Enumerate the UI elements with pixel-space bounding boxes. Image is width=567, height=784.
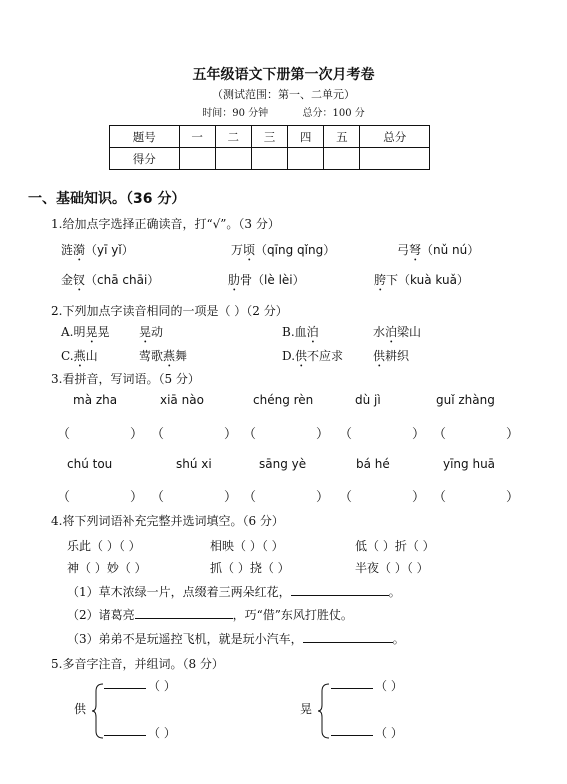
q1-item: 金钗（chā chāi） [61,273,160,287]
answer-box[interactable]: （ ） [57,490,144,505]
section-1-heading: 一、基础知识。（36 分） [28,191,186,207]
answer-box[interactable]: （ ） [243,427,330,442]
pinyin-prompt: chéng rèn [253,393,314,407]
idiom-fill[interactable]: 相映（ ）（ ） [210,539,284,553]
pinyin-prompt: chú tou [67,457,113,471]
idiom-fill[interactable]: 低（ ）折（ ） [355,539,435,553]
score-input-cell[interactable] [360,148,430,170]
exam-time: 时间：90 分钟 [202,108,269,119]
q2-option-a[interactable]: A.明晃晃 [61,325,110,339]
fill-blank[interactable] [135,606,233,619]
brace-icon [318,683,330,739]
score-cell: 得分 [110,148,180,170]
q1-item: 涟漪（yī yǐ） [61,243,134,257]
idiom-fill[interactable]: 半夜（ ）（ ） [355,561,429,575]
pinyin-prompt: yīng huā [443,457,496,471]
score-cell: 二 [215,126,251,148]
score-table-header-row [110,126,430,148]
score-cell: 四 [288,126,324,148]
pinyin-prompt: shú xi [176,457,212,471]
word-blank[interactable]: （ ） [375,679,403,693]
answer-box[interactable]: （ ） [151,490,238,505]
score-input-cell[interactable] [215,148,251,170]
q3-prompt: 3.看拼音，写词语。（5 分） [51,372,200,386]
q4-prompt: 4.将下列词语补充完整并选词填空。（6 分） [51,514,284,528]
pinyin-prompt: xiā nào [160,393,204,407]
fill-blank[interactable] [291,583,389,596]
q2-option-c[interactable]: C.燕山 [61,349,98,363]
test-scope: （测试范围：第一、二单元） [212,88,355,101]
pinyin-prompt: dù jì [355,393,381,407]
brace-icon [92,683,104,739]
q2-option-c-word2: 莺歌燕舞 [139,349,188,363]
q5-prompt: 5.多音字注音，并组词。（8 分） [51,657,224,671]
polyphone-char-2: 晃 [300,702,313,716]
q2-option-d-word2: 供耕织 [373,349,410,363]
score-input-cell[interactable] [324,148,360,170]
score-input-cell[interactable] [179,148,215,170]
q2-prompt: 2.下列加点字读音相同的一项是（ ）（2 分） [51,304,288,318]
answer-box[interactable]: （ ） [339,427,426,442]
answer-box[interactable]: （ ） [151,427,238,442]
q1-item: 胯下（kuà kuǎ） [374,273,469,287]
pinyin-blank[interactable] [331,688,373,689]
exam-total: 总分：100 分 [302,108,365,119]
idiom-fill[interactable]: 抓（ ）挠（ ） [210,561,290,575]
exam-title: 五年级语文下册第一次月考卷 [192,67,375,83]
q2-option-b-word2: 水泊梁山 [373,325,422,339]
answer-box[interactable]: （ ） [57,427,144,442]
score-table-score-row [110,148,430,170]
pinyin-blank[interactable] [104,688,146,689]
exam-meta [0,104,567,119]
answer-box[interactable]: （ ） [243,490,330,505]
score-input-cell[interactable] [288,148,324,170]
pinyin-prompt: mà zha [73,393,118,407]
pinyin-blank[interactable] [104,735,146,736]
pinyin-prompt: bá hé [356,457,390,471]
fill-sentence-2: （2）诸葛亮 ，巧“借”东风打胜仗。 [67,608,353,622]
pinyin-prompt: guǐ zhàng [436,393,495,407]
q2-option-b[interactable]: B.血泊 [282,325,319,339]
score-cell: 五 [324,126,360,148]
q1-item: 万顷（qīng qǐng） [231,243,336,257]
q1-prompt: 1.给加点字选择正确读音，打“√”。（3 分） [51,217,280,231]
answer-box[interactable]: （ ） [433,427,520,442]
polyphone-char-1: 供 [74,702,87,716]
score-cell: 三 [251,126,287,148]
word-blank[interactable]: （ ） [148,679,176,693]
fill-sentence-3: （3）弟弟不是玩遥控飞机，就是玩小汽车， 。 [67,632,405,646]
pinyin-prompt: sāng yè [259,457,307,471]
score-table [109,125,430,170]
q1-item: 弓弩（nǔ nú） [397,243,480,257]
score-input-cell[interactable] [251,148,287,170]
q1-item: 肋骨（lè lèi） [228,273,305,287]
score-cell: 一 [179,126,215,148]
idiom-fill[interactable]: 乐此（ ）（ ） [67,539,141,553]
score-cell: 总分 [360,126,430,148]
answer-box[interactable]: （ ） [433,490,520,505]
idiom-fill[interactable]: 神（ ）妙（ ） [67,561,147,575]
answer-box[interactable]: （ ） [339,490,426,505]
score-cell: 题号 [110,126,180,148]
fill-sentence-1: （1）草木浓绿一片，点缀着三两朵红花， 。 [67,585,401,599]
word-blank[interactable]: （ ） [375,726,403,740]
word-blank[interactable]: （ ） [148,726,176,740]
fill-blank[interactable] [303,630,393,643]
q2-option-d[interactable]: D.供不应求 [282,349,344,363]
q2-option-a-word2: 晃动 [139,325,164,339]
pinyin-blank[interactable] [331,735,373,736]
